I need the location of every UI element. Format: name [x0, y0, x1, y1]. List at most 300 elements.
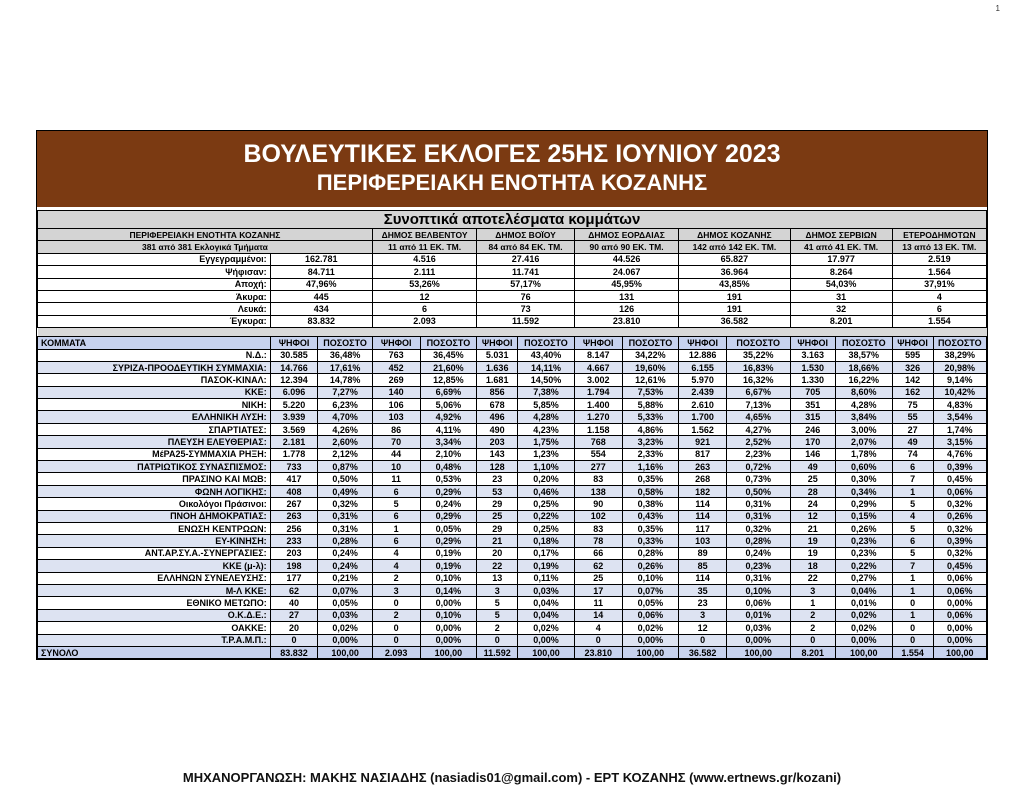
summary-value: 6: [892, 303, 986, 315]
party-row: [38, 485, 987, 497]
party-percent: 0,04%: [518, 597, 575, 609]
party-row: [38, 560, 987, 572]
party-percent: 0,19%: [420, 560, 477, 572]
party-votes: 921: [679, 436, 727, 448]
party-percent: 0,19%: [420, 547, 477, 559]
party-name: ΠΡΑΣΙΝΟ ΚΑΙ ΜΩΒ:: [38, 473, 271, 485]
party-percent: 17,61%: [318, 361, 372, 373]
party-votes: 1: [892, 572, 933, 584]
summary-row: [38, 253, 987, 265]
party-percent: 4,86%: [622, 423, 679, 435]
party-votes: 102: [574, 510, 622, 522]
party-percent: 3,34%: [420, 436, 477, 448]
party-votes: 595: [892, 349, 933, 361]
party-votes: 1: [372, 522, 420, 534]
title-banner: [37, 131, 987, 207]
party-votes: 55: [892, 411, 933, 423]
page-subtitle: ΠΕΡΙΦΕΡΕΙΑΚΗ ΕΝΟΤΗΤΑ ΚΟΖΑΝΗΣ: [316, 170, 708, 195]
summary-value: 445: [270, 290, 372, 302]
party-percent: 0,18%: [518, 535, 575, 547]
party-name: ΣΠΑΡΤΙΑΤΕΣ:: [38, 423, 271, 435]
party-percent: 0,05%: [622, 597, 679, 609]
party-percent: 0,31%: [726, 510, 790, 522]
party-votes: 0: [892, 597, 933, 609]
party-name: ΠΑΣΟΚ-ΚΙΝΑΛ:: [38, 374, 271, 386]
party-percent: 0,24%: [318, 547, 372, 559]
party-votes: 763: [372, 349, 420, 361]
party-votes: 182: [679, 485, 727, 497]
party-percent: 0,50%: [726, 485, 790, 497]
party-votes: 490: [477, 423, 518, 435]
party-votes: 417: [270, 473, 318, 485]
party-votes: 3: [679, 609, 727, 621]
party-votes: 20: [270, 622, 318, 634]
party-votes: 4.667: [574, 361, 622, 373]
separator-row: [38, 328, 987, 337]
party-percent: 0,00%: [518, 634, 575, 646]
party-votes: 18: [790, 560, 835, 572]
party-percent: 0,03%: [726, 622, 790, 634]
party-percent: 0,29%: [420, 485, 477, 497]
party-votes: 268: [679, 473, 727, 485]
summary-value: 131: [574, 290, 678, 302]
total-percent: 100,00: [835, 646, 892, 658]
party-percent: 1,78%: [835, 448, 892, 460]
party-votes: 66: [574, 547, 622, 559]
party-percent: 0,06%: [933, 572, 986, 584]
party-percent: 7,38%: [518, 386, 575, 398]
party-percent: 0,06%: [933, 485, 986, 497]
party-votes: 3.569: [270, 423, 318, 435]
party-percent: 2,23%: [726, 448, 790, 460]
party-percent: 1,16%: [622, 461, 679, 473]
party-percent: 0,34%: [835, 485, 892, 497]
party-votes: 140: [372, 386, 420, 398]
party-votes: 4: [892, 510, 933, 522]
party-votes: 53: [477, 485, 518, 497]
party-votes: 78: [574, 535, 622, 547]
page-number: 1: [995, 4, 1000, 13]
party-votes: 27: [892, 423, 933, 435]
party-votes: 1: [790, 597, 835, 609]
party-votes: 85: [679, 560, 727, 572]
summary-value: 162.781: [270, 253, 372, 265]
party-votes: 496: [477, 411, 518, 423]
total-votes: 83.832: [270, 646, 318, 658]
party-percent: 12,61%: [622, 374, 679, 386]
municipality-name: ΔΗΜΟΣ ΒΟΪΟΥ: [477, 229, 575, 241]
party-votes: 146: [790, 448, 835, 460]
party-row: [38, 547, 987, 559]
party-name: ΠΑΤΡΙΩΤΙΚΟΣ ΣΥΝΑΣΠΙΣΜΟΣ:: [38, 461, 271, 473]
party-percent: 0,60%: [835, 461, 892, 473]
party-percent: 0,00%: [933, 634, 986, 646]
total-votes: 36.582: [679, 646, 727, 658]
party-percent: 0,50%: [318, 473, 372, 485]
party-votes: 114: [679, 498, 727, 510]
party-percent: 0,35%: [622, 522, 679, 534]
party-percent: 7,13%: [726, 399, 790, 411]
party-percent: 5,06%: [420, 399, 477, 411]
votes-header: ΨΗΦΟΙ: [477, 337, 518, 349]
summary-value: 2.519: [892, 253, 986, 265]
summary-label: Έγκυρα:: [38, 315, 271, 327]
party-votes: 75: [892, 399, 933, 411]
party-votes: 768: [574, 436, 622, 448]
party-votes: 103: [679, 535, 727, 547]
summary-value: 2.093: [372, 315, 476, 327]
party-votes: 6: [892, 461, 933, 473]
party-percent: 18,66%: [835, 361, 892, 373]
party-percent: 0,01%: [835, 597, 892, 609]
party-row: [38, 609, 987, 621]
party-votes: 8.147: [574, 349, 622, 361]
party-row: [38, 436, 987, 448]
party-percent: 4,28%: [835, 399, 892, 411]
party-votes: 35: [679, 584, 727, 596]
party-votes: 1.562: [679, 423, 727, 435]
party-votes: 14: [574, 609, 622, 621]
summary-value: 84.711: [270, 266, 372, 278]
total-votes: 2.093: [372, 646, 420, 658]
party-votes: 114: [679, 572, 727, 584]
party-votes: 1: [892, 584, 933, 596]
party-percent: 0,48%: [420, 461, 477, 473]
party-votes: 678: [477, 399, 518, 411]
area-header-row: [38, 229, 987, 241]
summary-value: 4: [892, 290, 986, 302]
party-percent: 0,43%: [622, 510, 679, 522]
party-percent: 4,83%: [933, 399, 986, 411]
party-votes: 2.181: [270, 436, 318, 448]
summary-value: 23.810: [574, 315, 678, 327]
party-votes: 5.970: [679, 374, 727, 386]
party-percent: 38,57%: [835, 349, 892, 361]
party-votes: 5: [892, 498, 933, 510]
party-percent: 8,60%: [835, 386, 892, 398]
party-votes: 1.330: [790, 374, 835, 386]
total-percent: 100,00: [420, 646, 477, 658]
total-percent: 100,00: [933, 646, 986, 658]
percent-header: ΠΟΣΟΣΤΟ: [318, 337, 372, 349]
party-votes: 0: [372, 634, 420, 646]
results-table-body: [38, 211, 987, 659]
party-percent: 0,21%: [318, 572, 372, 584]
party-votes: 277: [574, 461, 622, 473]
party-votes: 1.794: [574, 386, 622, 398]
party-percent: 0,00%: [933, 622, 986, 634]
party-votes: 28: [790, 485, 835, 497]
party-votes: 7: [892, 473, 933, 485]
party-percent: 9,14%: [933, 374, 986, 386]
party-votes: 5: [477, 609, 518, 621]
party-votes: 25: [574, 572, 622, 584]
total-percent: 100,00: [622, 646, 679, 658]
party-percent: 4,11%: [420, 423, 477, 435]
party-percent: 14,50%: [518, 374, 575, 386]
party-percent: 0,31%: [318, 510, 372, 522]
party-votes: 22: [790, 572, 835, 584]
party-votes: 0: [372, 622, 420, 634]
party-percent: 0,04%: [835, 584, 892, 596]
party-row: [38, 572, 987, 584]
party-percent: 5,88%: [622, 399, 679, 411]
party-votes: 203: [477, 436, 518, 448]
party-percent: 0,02%: [518, 622, 575, 634]
party-percent: 2,33%: [622, 448, 679, 460]
party-votes: 4: [574, 622, 622, 634]
party-percent: 0,30%: [835, 473, 892, 485]
party-percent: 43,40%: [518, 349, 575, 361]
party-row: [38, 522, 987, 534]
party-name: ΣΥΡΙΖΑ-ΠΡΟΟΔΕΥΤΙΚΗ ΣΥΜΜΑΧΙΑ:: [38, 361, 271, 373]
party-percent: 0,06%: [726, 597, 790, 609]
total-votes: 11.592: [477, 646, 518, 658]
party-row: [38, 510, 987, 522]
party-name: Ο.Κ.Δ.Ε.:: [38, 609, 271, 621]
party-name: ΚΚΕ (μ-λ):: [38, 560, 271, 572]
party-votes: 12: [679, 622, 727, 634]
results-table: [37, 210, 987, 659]
party-percent: 38,29%: [933, 349, 986, 361]
summary-value: 37,91%: [892, 278, 986, 290]
party-votes: 5: [477, 597, 518, 609]
party-votes: 3: [790, 584, 835, 596]
party-votes: 138: [574, 485, 622, 497]
party-votes: 3: [477, 584, 518, 596]
party-percent: 0,02%: [835, 622, 892, 634]
party-votes: 267: [270, 498, 318, 510]
party-percent: 4,65%: [726, 411, 790, 423]
party-votes: 29: [477, 498, 518, 510]
party-percent: 0,29%: [835, 498, 892, 510]
percent-header: ΠΟΣΟΣΤΟ: [933, 337, 986, 349]
party-votes: 2.439: [679, 386, 727, 398]
party-percent: 0,72%: [726, 461, 790, 473]
party-name: ΠΝΟΗ ΔΗΜΟΚΡΑΤΙΑΣ:: [38, 510, 271, 522]
party-votes: 3.002: [574, 374, 622, 386]
party-percent: 16,83%: [726, 361, 790, 373]
party-percent: 6,23%: [318, 399, 372, 411]
party-votes: 30.585: [270, 349, 318, 361]
party-name: ΕΛΛΗΝΙΚΗ ΛΥΣΗ:: [38, 411, 271, 423]
party-name: Οικολόγοι Πράσινοι:: [38, 498, 271, 510]
party-row: [38, 448, 987, 460]
party-votes: 162: [892, 386, 933, 398]
party-percent: 2,10%: [420, 448, 477, 460]
votes-header: ΨΗΦΟΙ: [574, 337, 622, 349]
summary-row: [38, 278, 987, 290]
summary-value: 44.526: [574, 253, 678, 265]
party-row: [38, 498, 987, 510]
party-percent: 10,42%: [933, 386, 986, 398]
summary-value: 191: [679, 303, 790, 315]
party-votes: 705: [790, 386, 835, 398]
party-percent: 2,07%: [835, 436, 892, 448]
party-votes: 856: [477, 386, 518, 398]
summary-row: [38, 315, 987, 327]
party-votes: 17: [574, 584, 622, 596]
party-name: ΟΑΚΚΕ:: [38, 622, 271, 634]
party-percent: 7,53%: [622, 386, 679, 398]
party-votes: 0: [372, 597, 420, 609]
party-row: [38, 473, 987, 485]
party-votes: 20: [477, 547, 518, 559]
party-percent: 0,24%: [318, 560, 372, 572]
party-votes: 0: [892, 634, 933, 646]
party-votes: 6: [892, 535, 933, 547]
total-votes: 23.810: [574, 646, 622, 658]
party-votes: 19: [790, 535, 835, 547]
party-percent: 0,46%: [518, 485, 575, 497]
party-votes: 5.031: [477, 349, 518, 361]
party-row: [38, 535, 987, 547]
party-name: ΑΝΤ.ΑΡ.ΣΥ.Α.-ΣΥΝΕΡΓΑΣΙΕΣ:: [38, 547, 271, 559]
party-votes: 452: [372, 361, 420, 373]
party-percent: 0,26%: [933, 510, 986, 522]
party-percent: 4,23%: [518, 423, 575, 435]
total-percent: 100,00: [318, 646, 372, 658]
party-percent: 0,17%: [518, 547, 575, 559]
party-votes: 1.270: [574, 411, 622, 423]
party-votes: 89: [679, 547, 727, 559]
party-percent: 0,32%: [933, 498, 986, 510]
party-percent: 0,53%: [420, 473, 477, 485]
party-percent: 16,22%: [835, 374, 892, 386]
party-votes: 142: [892, 374, 933, 386]
party-percent: 0,32%: [933, 522, 986, 534]
party-percent: 0,07%: [622, 584, 679, 596]
party-votes: 12.886: [679, 349, 727, 361]
section-title: Συνοπτικά αποτελέσματα κομμάτων: [38, 211, 987, 229]
party-votes: 117: [679, 522, 727, 534]
party-name: ΚΚΕ:: [38, 386, 271, 398]
party-votes: 817: [679, 448, 727, 460]
party-percent: 0,07%: [318, 584, 372, 596]
party-percent: 0,73%: [726, 473, 790, 485]
party-votes: 103: [372, 411, 420, 423]
party-name: ΜέΡΑ25-ΣΥΜΜΑΧΙΑ ΡΗΞΗ:: [38, 448, 271, 460]
party-votes: 6: [372, 510, 420, 522]
percent-header: ΠΟΣΟΣΤΟ: [835, 337, 892, 349]
votes-header: ΨΗΦΟΙ: [892, 337, 933, 349]
party-name: ΦΩΝΗ ΛΟΓΙΚΗΣ:: [38, 485, 271, 497]
party-votes: 12: [790, 510, 835, 522]
summary-value: 36.964: [679, 266, 790, 278]
party-row: [38, 634, 987, 646]
party-votes: 269: [372, 374, 420, 386]
party-votes: 27: [270, 609, 318, 621]
results-sheet: [36, 130, 988, 660]
party-votes: 2: [372, 609, 420, 621]
party-votes: 22: [477, 560, 518, 572]
party-votes: 114: [679, 510, 727, 522]
party-percent: 4,76%: [933, 448, 986, 460]
summary-row: [38, 290, 987, 302]
party-votes: 6: [372, 535, 420, 547]
party-row: [38, 349, 987, 361]
summary-value: 1.564: [892, 266, 986, 278]
party-votes: 1.778: [270, 448, 318, 460]
party-percent: 0,01%: [726, 609, 790, 621]
party-votes: 11: [372, 473, 420, 485]
party-row: [38, 374, 987, 386]
party-percent: 0,24%: [726, 547, 790, 559]
party-percent: 0,45%: [933, 560, 986, 572]
area-sections-row: [38, 241, 987, 253]
party-percent: 3,15%: [933, 436, 986, 448]
party-percent: 0,00%: [420, 634, 477, 646]
party-votes: 6.096: [270, 386, 318, 398]
party-votes: 5: [892, 522, 933, 534]
summary-value: 434: [270, 303, 372, 315]
party-percent: 0,00%: [318, 634, 372, 646]
party-votes: 4: [372, 560, 420, 572]
summary-value: 53,26%: [372, 278, 476, 290]
municipality-name: ΔΗΜΟΣ ΣΕΡΒΙΩΝ: [790, 229, 892, 241]
party-votes: 6: [372, 485, 420, 497]
party-votes: 40: [270, 597, 318, 609]
party-votes: 2.610: [679, 399, 727, 411]
party-column-header: [38, 337, 987, 349]
party-percent: 3,00%: [835, 423, 892, 435]
party-votes: 326: [892, 361, 933, 373]
party-votes: 315: [790, 411, 835, 423]
percent-header: ΠΟΣΟΣΤΟ: [726, 337, 790, 349]
party-percent: 6,67%: [726, 386, 790, 398]
party-name: Τ.Ρ.Α.Μ.Π.:: [38, 634, 271, 646]
total-label: ΣΥΝΟΛΟ: [38, 646, 271, 658]
party-percent: 0,39%: [933, 461, 986, 473]
summary-value: 27.416: [477, 253, 575, 265]
party-percent: 16,32%: [726, 374, 790, 386]
total-percent: 100,00: [518, 646, 575, 658]
party-percent: 1,23%: [518, 448, 575, 460]
party-votes: 23: [477, 473, 518, 485]
party-votes: 5: [892, 547, 933, 559]
party-votes: 0: [270, 634, 318, 646]
party-percent: 0,25%: [518, 498, 575, 510]
party-percent: 0,10%: [726, 584, 790, 596]
party-percent: 3,23%: [622, 436, 679, 448]
party-votes: 14.766: [270, 361, 318, 373]
summary-value: 31: [790, 290, 892, 302]
summary-label: Αποχή:: [38, 278, 271, 290]
total-row: [38, 646, 987, 658]
party-percent: 0,33%: [622, 535, 679, 547]
party-percent: 0,05%: [318, 597, 372, 609]
party-votes: 13: [477, 572, 518, 584]
party-votes: 3: [372, 584, 420, 596]
party-votes: 170: [790, 436, 835, 448]
party-name: ΝΙΚΗ:: [38, 399, 271, 411]
party-percent: 35,22%: [726, 349, 790, 361]
party-votes: 44: [372, 448, 420, 460]
party-percent: 0,04%: [518, 609, 575, 621]
party-votes: 1.400: [574, 399, 622, 411]
party-percent: 14,78%: [318, 374, 372, 386]
party-percent: 0,31%: [726, 572, 790, 584]
summary-value: 11.592: [477, 315, 575, 327]
region-sections: 381 από 381 Εκλογικά Τμήματα: [38, 241, 373, 253]
municipality-sections: 142 από 142 ΕΚ. ΤΜ.: [679, 241, 790, 253]
party-percent: 0,28%: [622, 547, 679, 559]
party-percent: 0,26%: [622, 560, 679, 572]
party-votes: 1.700: [679, 411, 727, 423]
party-votes: 11: [574, 597, 622, 609]
party-votes: 70: [372, 436, 420, 448]
party-percent: 0,39%: [933, 535, 986, 547]
